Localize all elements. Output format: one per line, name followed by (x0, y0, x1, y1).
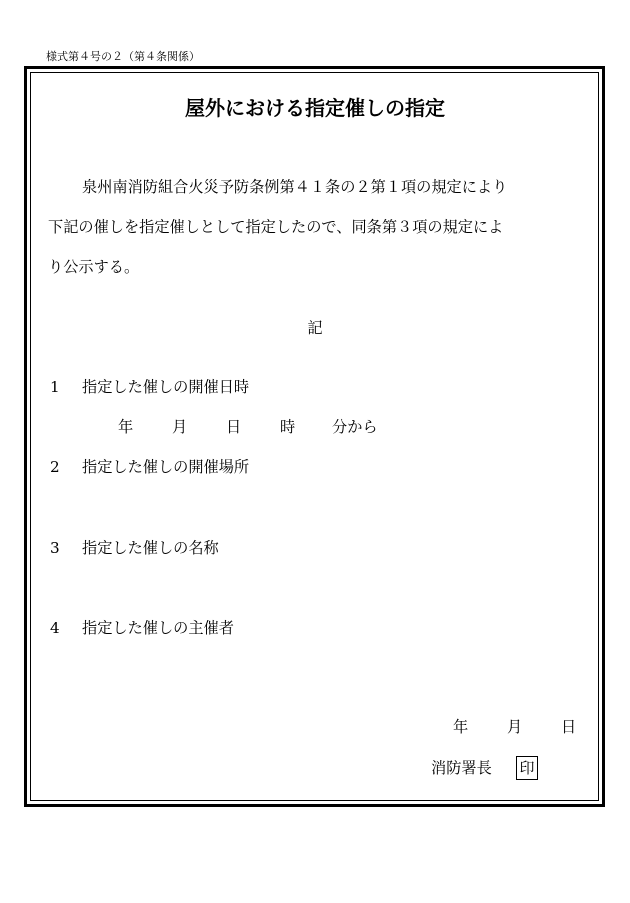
event-datetime-fields (0, 416, 630, 438)
body-line-2: 下記の催しを指定催しとして指定したので、同条第３項の規定によ (48, 218, 504, 236)
body-line-1: 泉州南消防組合火災予防条例第４１条の２第１項の規定により (82, 178, 508, 196)
hour-unit: 時 (280, 418, 296, 436)
item-number: 3 (50, 539, 60, 557)
item-event-venue (50, 456, 249, 478)
signatory-title: 消防署長 (431, 759, 492, 777)
item-label: 指定した催しの開催場所 (82, 458, 250, 476)
item-event-organizer (50, 617, 234, 639)
item-number: 1 (50, 378, 60, 396)
item-label: 指定した催しの主催者 (82, 619, 234, 637)
day-unit: 日 (226, 418, 242, 436)
seal-box: 印 (516, 756, 538, 780)
item-event-name (50, 537, 219, 559)
document-title: 屋外における指定催しの指定 (185, 96, 445, 120)
body-line-3: り公示する。 (48, 258, 140, 276)
item-number: 2 (50, 458, 60, 476)
item-label: 指定した催しの名称 (82, 539, 219, 557)
form-code: 様式第４号の２（第４条関係） (46, 50, 200, 63)
issue-month-unit: 月 (507, 718, 523, 736)
kigo-heading: 記 (307, 319, 323, 337)
issue-year-unit: 年 (453, 718, 469, 736)
item-label: 指定した催しの開催日時 (82, 378, 250, 396)
year-unit: 年 (118, 418, 134, 436)
month-unit: 月 (172, 418, 188, 436)
item-number: 4 (50, 619, 60, 637)
issue-day-unit: 日 (561, 718, 577, 736)
item-event-datetime (50, 376, 249, 398)
issue-date (0, 716, 630, 738)
minute-from-unit: 分から (332, 418, 378, 436)
